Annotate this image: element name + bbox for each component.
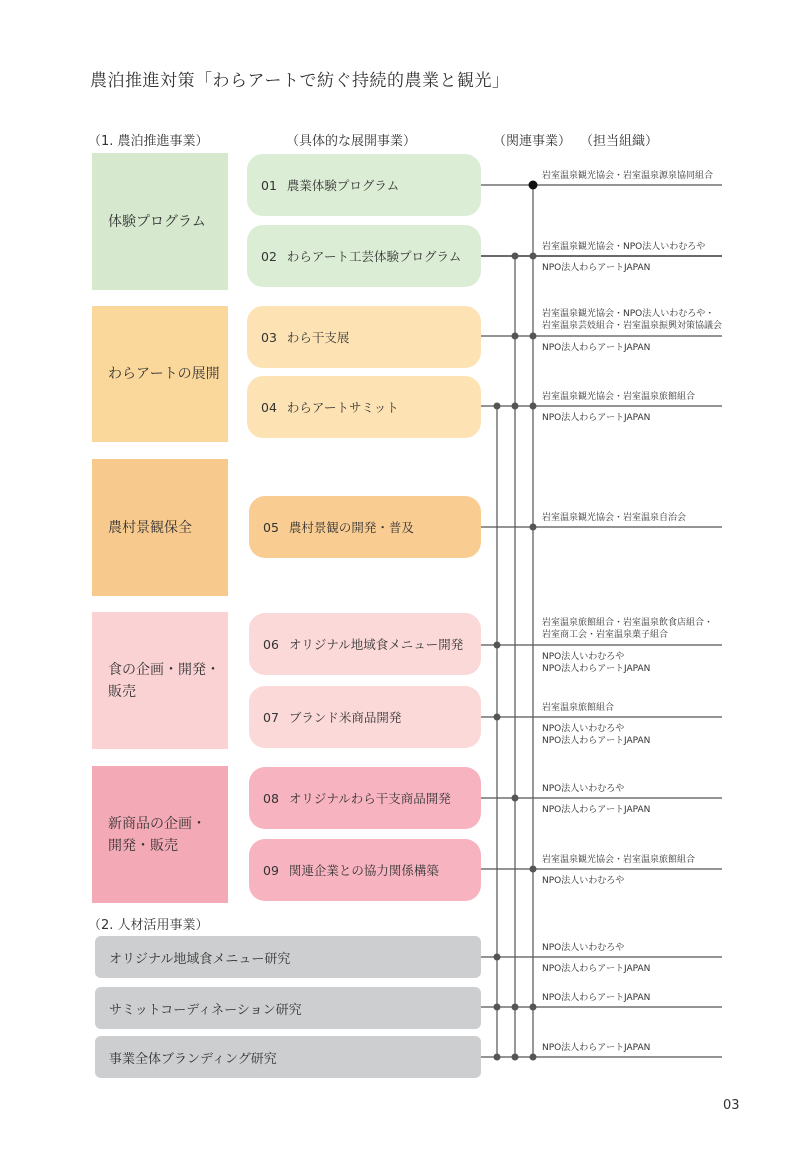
junction-dot-hr3c: [530, 1054, 537, 1061]
program-pill-05: [249, 496, 481, 558]
junction-dot-02b: [530, 253, 537, 260]
org-below-02: NPO法人わらアートJAPAN: [542, 263, 651, 273]
org-above-09: 岩室温泉観光協会・岩室温泉旅館組合: [542, 855, 696, 865]
org-below-08: NPO法人わらアートJAPAN: [542, 805, 651, 815]
org-above-07: 岩室温泉旅館組合: [542, 703, 615, 713]
org-above-01: 岩室温泉観光協会・岩室温泉源泉協同組合: [542, 171, 714, 181]
junction-dot-04b: [512, 403, 519, 410]
program-label: オリジナル地域食メニュー開発: [288, 637, 464, 652]
junction-dot-08: [512, 795, 519, 802]
junction-dot-hr2a: [494, 1004, 501, 1011]
org-above-03: 岩室温泉観光協会・NPO法人いわむろや・ 岩室温泉芸妓組合・岩室温泉振興対策協議会: [542, 309, 723, 331]
category-label: わらアートの展開: [108, 366, 220, 382]
program-number: 06: [263, 636, 279, 652]
junction-dot-06: [494, 642, 501, 649]
category-box-5: [92, 766, 228, 903]
program-pill-04: [247, 376, 481, 438]
program-pill-07: [249, 686, 481, 748]
page-title: 農泊推進対策「わらアートで紡ぐ持続的農業と観光」: [90, 71, 510, 91]
section2-header: （2. 人材活用事業）: [88, 918, 209, 933]
org-below-03: NPO法人わらアートJAPAN: [542, 343, 651, 353]
program-label: 関連企業との協力関係構築: [288, 863, 439, 878]
junction-dot-hr2c: [530, 1004, 537, 1011]
org-above-04: 岩室温泉観光協会・岩室温泉旅館組合: [542, 392, 696, 402]
program-pill-01: [247, 154, 481, 216]
junction-dot-04c: [530, 403, 537, 410]
hr-program-label: サミットコーディネーション研究: [109, 1002, 302, 1018]
junction-dot-07: [494, 714, 501, 721]
junction-dot-03a: [512, 333, 519, 340]
junction-dot-04a: [494, 403, 501, 410]
program-number: 01: [261, 177, 277, 193]
junction-dot-03b: [530, 333, 537, 340]
program-label: わらアートサミット: [286, 400, 399, 415]
org-above-02: 岩室温泉観光協会・NPO法人いわむろや: [542, 242, 706, 252]
hr-program-box-1: [95, 936, 481, 978]
program-number: 05: [263, 519, 279, 535]
org-above-hr3: NPO法人わらアートJAPAN: [542, 1043, 651, 1053]
section1-header: （1. 農泊推進事業）: [88, 134, 209, 149]
org-below-hr1: NPO法人わらアートJAPAN: [542, 964, 651, 974]
program-number: 04: [261, 399, 277, 415]
org-below-09: NPO法人いわむろや: [542, 876, 625, 886]
hr-program-box-3: [95, 1036, 481, 1078]
program-label: 農業体験プログラム: [286, 178, 400, 193]
org-below-07: NPO法人いわむろや NPO法人わらアートJAPAN: [542, 724, 651, 746]
page-number: 03: [723, 1098, 740, 1113]
category-label: 農村景観保全: [108, 519, 192, 536]
program-number: 08: [263, 790, 279, 806]
programs-header: （具体的な展開事業）: [286, 134, 417, 149]
program-label: わら干支展: [286, 330, 350, 345]
category-label: 体験プログラム: [108, 213, 206, 230]
junction-dot-hr3b: [512, 1054, 519, 1061]
org-below-06: NPO法人いわむろや NPO法人わらアートJAPAN: [542, 652, 651, 674]
program-pill-09: [249, 839, 481, 901]
hr-program-label: オリジナル地域食メニュー研究: [109, 951, 291, 967]
junction-dot-hr2b: [512, 1004, 519, 1011]
orgs-header: （担当組織）: [580, 134, 659, 149]
program-number: 02: [261, 248, 277, 264]
program-label: 農村景観の開発・普及: [288, 520, 414, 535]
org-above-05: 岩室温泉観光協会・岩室温泉自治会: [542, 513, 687, 523]
org-above-06: 岩室温泉旅館組合・岩室温泉飲食店組合・ 岩室商工会・岩室温泉菓子組合: [542, 618, 714, 640]
junction-dot-05: [530, 524, 537, 531]
hr-program-box-2: [95, 987, 481, 1029]
program-number: 09: [263, 862, 279, 878]
category-box-2: [92, 306, 228, 442]
org-below-04: NPO法人わらアートJAPAN: [542, 413, 651, 423]
program-pill-02: [247, 225, 481, 287]
program-label: ブランド米商品開発: [288, 710, 402, 725]
program-number: 03: [261, 329, 277, 345]
junction-dot-01: [529, 181, 538, 190]
org-above-hr2: NPO法人わらアートJAPAN: [542, 993, 651, 1003]
related-header: （関連事業）: [493, 134, 572, 149]
program-pill-08: [249, 767, 481, 829]
program-pill-06: [249, 613, 481, 675]
program-label: わらアート工芸体験プログラム: [286, 249, 462, 264]
org-above-08: NPO法人いわむろや: [542, 784, 625, 794]
org-above-hr1: NPO法人いわむろや: [542, 943, 625, 953]
program-number: 07: [263, 709, 279, 725]
program-label: オリジナルわら干支商品開発: [288, 791, 451, 806]
junction-dot-09: [530, 866, 537, 873]
category-box-3: [92, 459, 228, 596]
junction-dot-hr1: [494, 954, 501, 961]
category-label: 食の企画・開発・ 販売: [108, 661, 220, 700]
category-label: 新商品の企画・ 開発・販売: [108, 815, 206, 854]
junction-dot-02a: [512, 253, 519, 260]
program-pill-03: [247, 306, 481, 368]
hr-program-label: 事業全体ブランディング研究: [109, 1051, 277, 1067]
junction-dot-hr3a: [494, 1054, 501, 1061]
category-box-1: [92, 153, 228, 290]
category-box-4: [92, 612, 228, 749]
